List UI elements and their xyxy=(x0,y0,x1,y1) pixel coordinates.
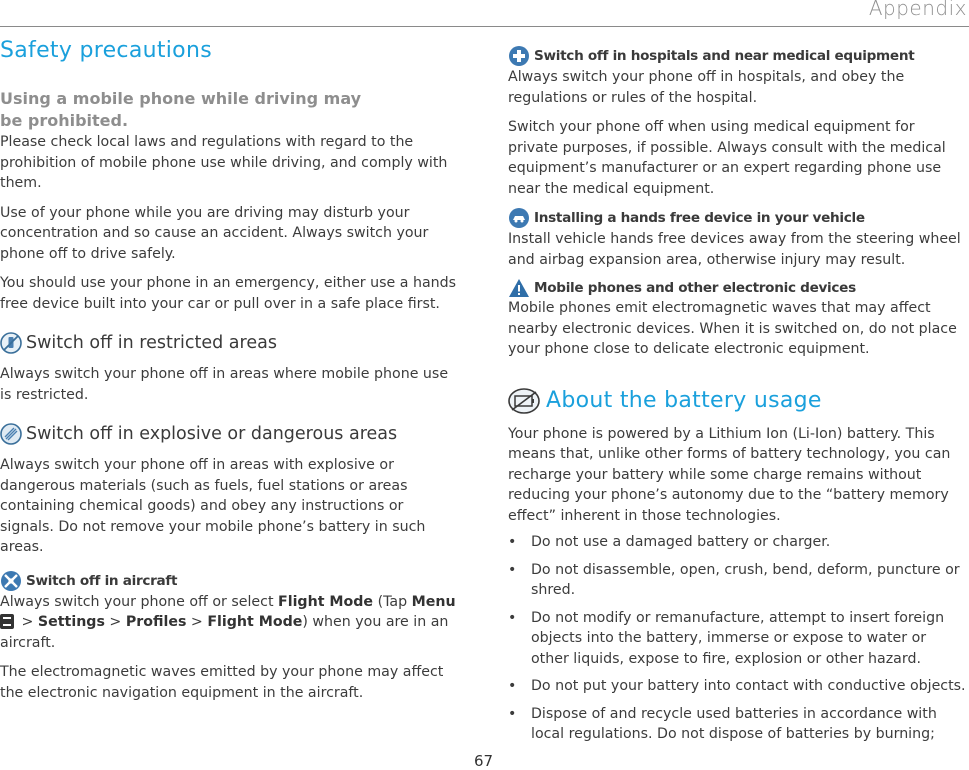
list-item-text: Do not use a damaged battery or charger. xyxy=(531,534,831,550)
profiles-label: Profiles xyxy=(125,614,187,630)
battery-paragraph: Your phone is powered by a Lithium Ion (Li-Ion) battery. This means that, unlike other forms of battery technology, you can recharge your battery while some charge remains without reducing your phone’s autonomy due to the “battery memory effect” inherent in those technologies. xyxy=(508,425,951,524)
list-item xyxy=(508,608,968,670)
list-item-text: Do not modify or remanufacture, attempt to insert foreign objects into the battery, immerse or expose to water or other liquids, expose to fire, explosion or other hazard. xyxy=(531,609,945,667)
menu-label: Menu xyxy=(411,593,456,610)
handsfree-heading xyxy=(508,207,968,229)
page-number: 67 xyxy=(474,752,494,770)
right-column xyxy=(508,45,968,752)
battery-heading-text: About the battery usage xyxy=(546,387,822,413)
battery-icon xyxy=(508,388,540,414)
battery-bullet-list xyxy=(508,532,968,745)
restricted-heading xyxy=(0,330,460,356)
aircraft-text-tap: (Tap xyxy=(373,593,412,610)
list-item xyxy=(508,560,968,601)
hospitals-paragraph-1: Always switch your phone off in hospitals, and obey the regulations or rules of the hospital. xyxy=(508,69,905,106)
no-phone-icon xyxy=(0,332,22,354)
hospitals-heading-text: Switch off in hospitals and near medical equipment xyxy=(534,48,915,64)
explosive-heading xyxy=(0,421,460,447)
path-separator: > xyxy=(186,614,208,630)
settings-label: Settings xyxy=(37,614,105,630)
aircraft-paragraph-2: The electromagnetic waves emitted by your phone may affect the electronic navigation equipment in the aircraft. xyxy=(0,664,444,701)
hospitals-paragraph-2: Switch your phone off when using medical equipment for private purposes, if possible. Always consult with the medical equipment’s manufacturer or an expert regarding phone use near the medical equipment. xyxy=(508,119,946,197)
explosive-heading-text: Switch off in explosive or dangerous areas xyxy=(26,424,398,444)
menu-key-icon xyxy=(0,614,14,629)
path-separator: > xyxy=(104,614,126,630)
handsfree-paragraph: Install vehicle hands free devices away from the steering wheel and airbag expansion area, otherwise injury may result. xyxy=(508,231,961,268)
airplane-icon xyxy=(0,570,22,592)
car-icon xyxy=(508,207,530,229)
list-item xyxy=(508,532,968,553)
list-item-text: Do not put your battery into contact with conductive objects. xyxy=(531,678,966,694)
aircraft-text-end: ) when you are in an aircraft. xyxy=(0,614,449,651)
bullet-mark: • xyxy=(508,678,517,694)
bullet-mark: • xyxy=(508,534,517,550)
header-rule xyxy=(0,26,969,27)
list-item-text: Dispose of and recycle used batteries in accordance with local regulations. Do not dispose of batteries by burning; xyxy=(531,705,937,742)
aircraft-heading xyxy=(0,570,460,592)
bullet-mark: • xyxy=(508,561,517,578)
bullet-mark: • xyxy=(508,609,517,626)
explosive-icon xyxy=(0,423,22,445)
hospitals-heading xyxy=(508,45,968,67)
explosive-paragraph: Always switch your phone off in areas with explosive or dangerous materials (such as fuels, fuel stations or areas containing chemical goods) and obey any instructions or signals. Do not remove your mobile phone’s battery in such areas. xyxy=(0,457,426,555)
restricted-paragraph: Always switch your phone off in areas where mobile phone use is restricted. xyxy=(0,366,449,403)
electronic-paragraph: Mobile phones emit electromagnetic waves that may affect nearby electronic devices. When it is switched on, do not place your phone close to delicate electronic equipment. xyxy=(508,300,957,357)
path-separator: > xyxy=(17,614,38,630)
flight-mode-label: Flight Mode xyxy=(278,593,374,610)
aircraft-paragraph-1 xyxy=(0,592,460,654)
bullet-mark: • xyxy=(508,705,517,722)
list-item-text: Do not disassemble, open, crush, bend, deform, puncture or shred. xyxy=(531,561,960,598)
battery-heading xyxy=(508,386,968,416)
aircraft-text-start: Always switch your phone off or select xyxy=(0,593,279,610)
running-head: Appendix xyxy=(868,0,967,20)
aircraft-heading-text: Switch off in aircraft xyxy=(26,572,178,589)
driving-paragraph-2: Use of your phone while you are driving may disturb your concentration and so cause an accident. Always switch your phone off to drive safely. xyxy=(0,204,429,262)
restricted-heading-text: Switch off in restricted areas xyxy=(26,333,277,353)
electronic-heading-text: Mobile phones and other electronic devices xyxy=(534,280,856,296)
driving-paragraph-3: You should use your phone in an emergency, either use a hands free device built into your car or pull over in a safe place first. xyxy=(0,275,457,312)
handsfree-heading-text: Installing a hands free device in your vehicle xyxy=(534,210,865,226)
hospital-icon xyxy=(508,45,530,67)
driving-heading: Using a mobile phone while driving may be prohibited. xyxy=(0,89,362,130)
flight-mode-label: Flight Mode xyxy=(207,614,303,630)
list-item xyxy=(508,704,968,745)
list-item xyxy=(508,676,968,697)
warning-icon xyxy=(508,278,530,298)
section-title-safety: Safety precautions xyxy=(0,38,212,63)
electronic-heading xyxy=(508,278,968,298)
left-column xyxy=(0,36,460,703)
driving-paragraph-1: Please check local laws and regulations with regard to the prohibition of mobile phone use while driving, and comply with them. xyxy=(0,134,448,191)
